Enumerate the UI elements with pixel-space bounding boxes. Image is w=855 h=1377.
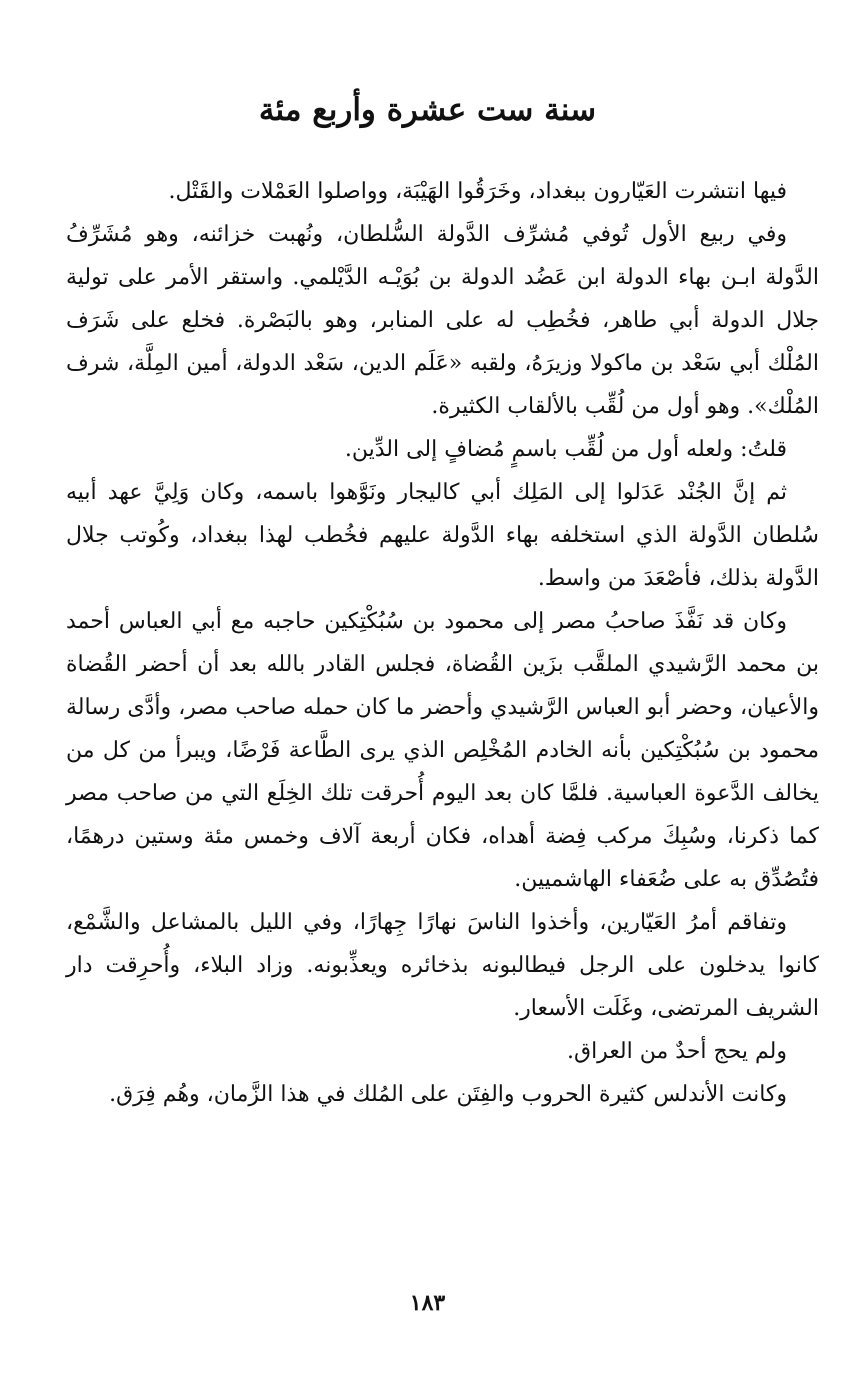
paragraph: ولم يحج أحدٌ من العراق. [567,1039,787,1064]
paragraph: وفي ربيع الأول تُوفي مُشرِّف الدَّولة السُّلطان، ونُهبت خزائنه، وهو مُشَرِّفُ الدَّولة ابـن بهاء الدولة ابن عَضُد الدولة بن بُوَيْـه الدَّيْلمي. واستقر الأمر على تولية جلال الدولة أبي طاهر، فخُطِب له على المنابر، وهو بالبَصْرة. فخلع على شَرَف المُلْك أبي سَعْد بن ماكولا وزيرَهُ، ولقبه «عَلَم الدين، سَعْد الدولة، أمين المِلَّة، شرف المُلْك». وهو أول من لُقِّب بالألقاب الكثيرة. [66,222,819,419]
page-number: ١٨٣ [409,1290,446,1316]
paragraph: وكانت الأندلس كثيرة الحروب والفِتَن على المُلك في هذا الزَّمان، وهُم فِرَق. [109,1082,787,1107]
paragraph: ثم إنَّ الجُنْد عَدَلوا إلى المَلِك أبي كاليجار ونَوَّهوا باسمه، وكان وَلِيَّ عهد أبيه سُلطان الدَّولة الذي استخلفه بهاء الدَّولة عليهم فخُطب لهذا ببغداد، وكُوتب جلال الدَّولة بذلك، فأصْعَدَ من واسط. [66,480,819,591]
paragraph: فيها انتشرت العَيّارون ببغداد، وخَرَقُوا الهَيْبَة، وواصلوا العَمْلات والقَتْل. [168,179,787,204]
paragraph: وكان قد نَفَّذَ صاحبُ مصر إلى محمود بن سُبُكْتِكين حاجبه مع أبي العباس أحمد بن محمد الرَّشيدي الملقَّب بزَين القُضاة، فجلس القادر بالله بعد أن أحضر القُضاة والأعيان، وحضر أبو العباس الرَّشيدي وأحضر ما كان حمله صاحب مصر، وأدَّى رسالة محمود بن سُبُكْتِكين بأنه الخادم المُخْلِص الذي يرى الطَّاعة فَرْضًا، ويبرأ من كل من يخالف الدَّعوة العباسية. فلمَّا كان بعد اليوم أُحرقت تلك الخِلَع التي من صاحب مصر كما ذكرنا، وسُبِكَ مركب فِضة أهداه، فكان أربعة آلاف وخمس مئة وستين درهمًا، فتُصُدِّق به على ضُعَفاء الهاشميين. [66,609,819,892]
chapter-title: سنة ست عشرة وأربع مئة [258,92,597,128]
paragraph: قلتُ: ولعله أول من لُقِّب باسمٍ مُضافٍ إلى الدِّين. [344,437,787,462]
paragraph: وتفاقم أمرُ العَيّارين، وأخذوا الناسَ نهارًا جِهارًا، وفي الليل بالمشاعل والشَّمْع، كانوا يدخلون على الرجل فيطالبونه بذخائره ويعذِّبونه. وزاد البلاء، وأُحرِقت دار الشريف المرتضى، وغَلَت الأسعار. [66,910,819,1021]
body-text [66,170,819,1116]
